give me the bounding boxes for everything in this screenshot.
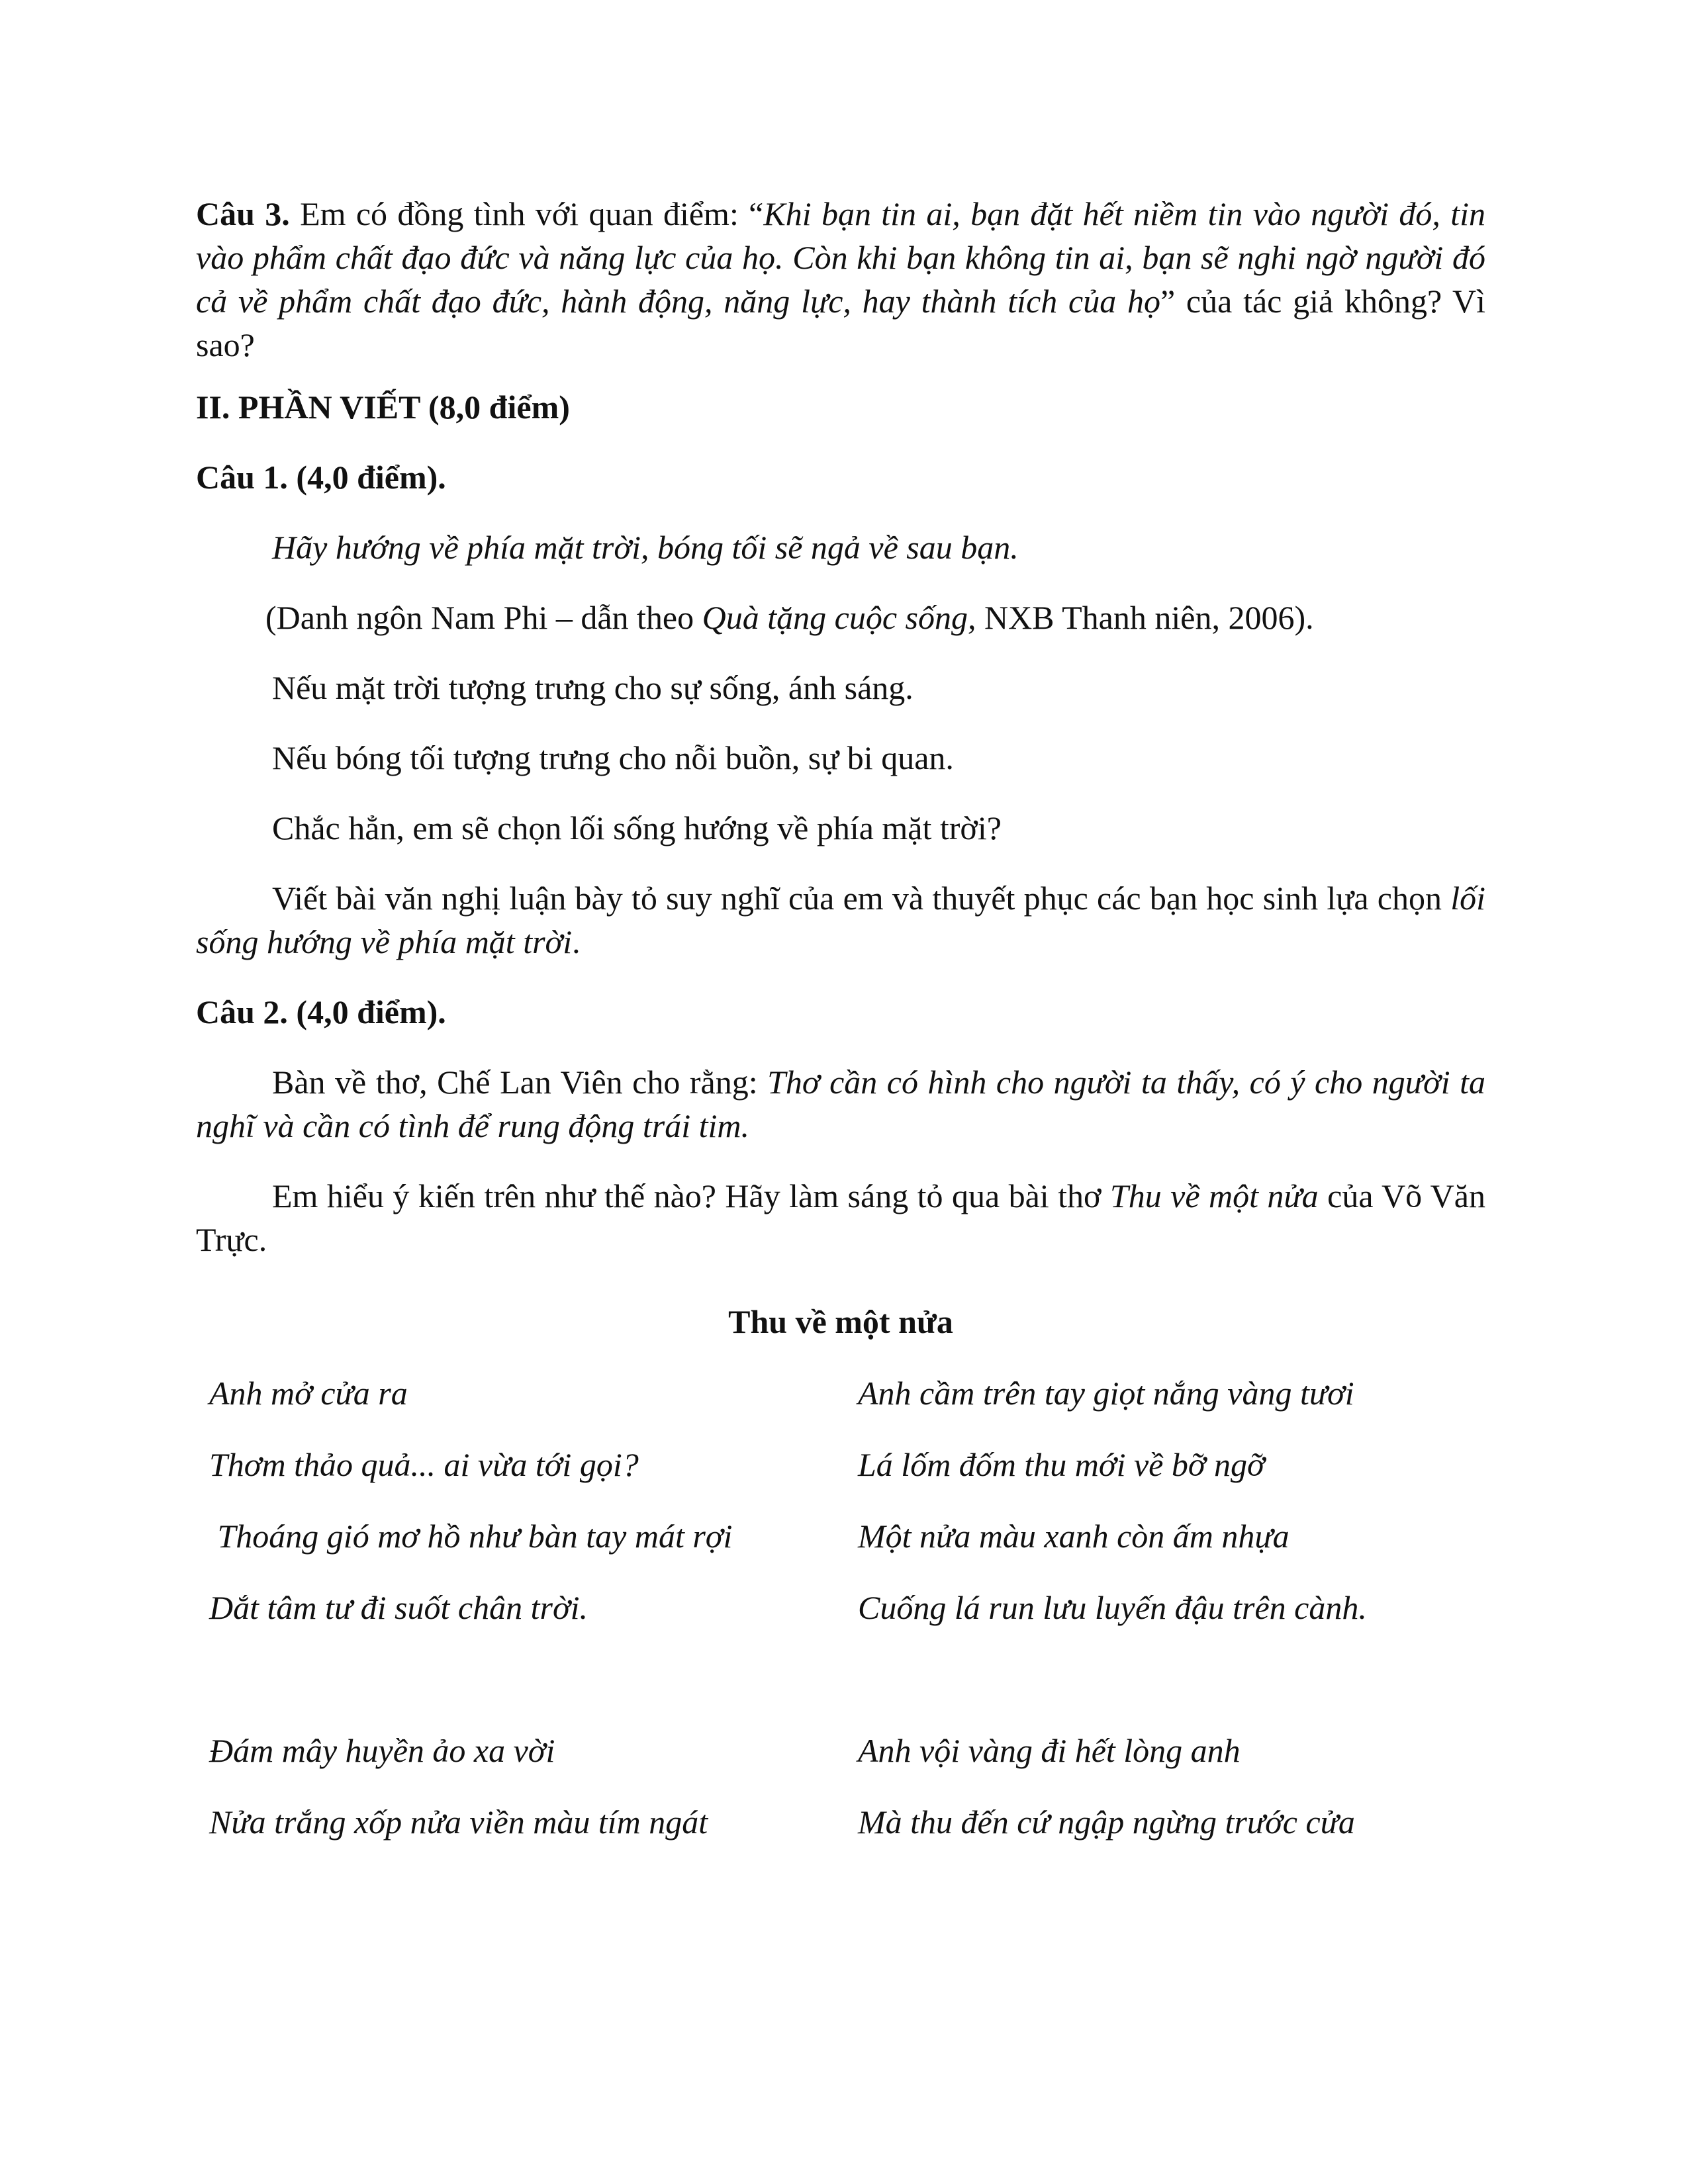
poem-row [196, 1586, 1485, 1657]
poem [196, 1371, 1485, 1872]
cau1-source-book: Quà tặng cuộc sống, [702, 599, 976, 636]
section-title: II. PHẦN VIẾT (8,0 điểm) [196, 388, 570, 426]
poem-title: Thu về một nửa [728, 1303, 953, 1340]
poem-line-right: Một nửa màu xanh còn ấm nhựa [858, 1518, 1289, 1555]
stanza-gap [196, 1657, 1485, 1729]
poem-line-left: Thơm thảo quả... ai vừa tới gọi? [209, 1446, 639, 1483]
cau1-line-3: Chắc hẳn, em sẽ chọn lối sống hướng về phía mặt trời? [272, 809, 1002, 846]
poem-line-right: Cuống lá run lưu luyến đậu trên cành. [858, 1589, 1367, 1626]
cau2-p1-pre: Bàn về thơ, Chế Lan Viên cho rằng: [272, 1064, 768, 1101]
document-page [196, 192, 1485, 1872]
poem-row [196, 1371, 1485, 1443]
cau2-p2-title: Thu về một nửa [1109, 1177, 1319, 1214]
poem-line-right: Lá lốm đốm thu mới về bỡ ngỡ [858, 1446, 1265, 1483]
question-3-lead: Em có đồng tình với quan điểm: “ [289, 195, 764, 232]
poem-line-right: Mà thu đến cứ ngập ngừng trước cửa [858, 1803, 1355, 1841]
cau2-p2-post: của Võ Văn Trực. [196, 1177, 1485, 1258]
cau1-task-emphasis: lối sống hướng về phía mặt trời [196, 880, 1485, 960]
question-3-tail: ” của tác giả không? Vì sao? [196, 283, 1485, 363]
cau1-line-2: Nếu bóng tối tượng trưng cho nỗi buồn, sự bi quan. [272, 739, 954, 776]
cau2-p2-pre: Em hiểu ý kiến trên như thế nào? Hãy làm sáng tỏ qua bài thơ [272, 1177, 1110, 1214]
cau1-task-post: . [572, 923, 581, 960]
poem-line-left: Anh mở cửa ra [209, 1375, 408, 1412]
cau1-source-post: NXB Thanh niên, 2006). [976, 599, 1314, 636]
poem-row [196, 1729, 1485, 1800]
poem-line-left: Thoáng gió mơ hồ như bàn tay mát rợi [209, 1518, 733, 1555]
cau1-line-1: Nếu mặt trời tượng trưng cho sự sống, ánh sáng. [272, 669, 914, 706]
cau1-source [196, 596, 1485, 639]
cau1-task-pre: Viết bài văn nghị luận bày tỏ suy nghĩ của em và thuyết phục các bạn học sinh lựa chọn [272, 880, 1451, 917]
cau1-heading: Câu 1. (4,0 điểm). [196, 459, 446, 496]
poem-line-left: Dắt tâm tư đi suốt chân trời. [209, 1589, 588, 1626]
cau2-heading: Câu 2. (4,0 điểm). [196, 993, 446, 1030]
poem-row [196, 1514, 1485, 1586]
cau1-epigraph: Hãy hướng về phía mặt trời, bóng tối sẽ ngả về sau bạn. [272, 529, 1019, 566]
poem-line-left: Nửa trắng xốp nửa viền màu tím ngát [209, 1803, 708, 1841]
poem-line-left: Đám mây huyền ảo xa vời [209, 1732, 555, 1769]
question-3-label: Câu 3. [196, 195, 290, 232]
cau2-p1-quote: Thơ cần có hình cho người ta thấy, có ý cho người ta nghĩ và cần có tình để rung động trái tim. [196, 1064, 1485, 1144]
question-3-quote: Khi bạn tin ai, bạn đặt hết niềm tin vào người đó, tin vào phẩm chất đạo đức và năng lực của họ. Còn khi bạn không tin ai, bạn sẽ nghi ngờ người đó cả về phẩm chất đạo đức, hành động, năng lực, hay thành tích của họ [196, 195, 1485, 320]
poem-row [196, 1443, 1485, 1514]
poem-row [196, 1800, 1485, 1872]
cau1-source-pre: (Danh ngôn Nam Phi – dẫn theo [265, 599, 702, 636]
cau2-paragraph-2 [196, 1174, 1485, 1261]
poem-line-right: Anh vội vàng đi hết lòng anh [858, 1732, 1241, 1769]
cau1-task [196, 876, 1485, 964]
poem-line-right: Anh cầm trên tay giọt nắng vàng tươi [858, 1375, 1354, 1412]
cau2-paragraph-1 [196, 1060, 1485, 1148]
question-3 [196, 192, 1485, 367]
